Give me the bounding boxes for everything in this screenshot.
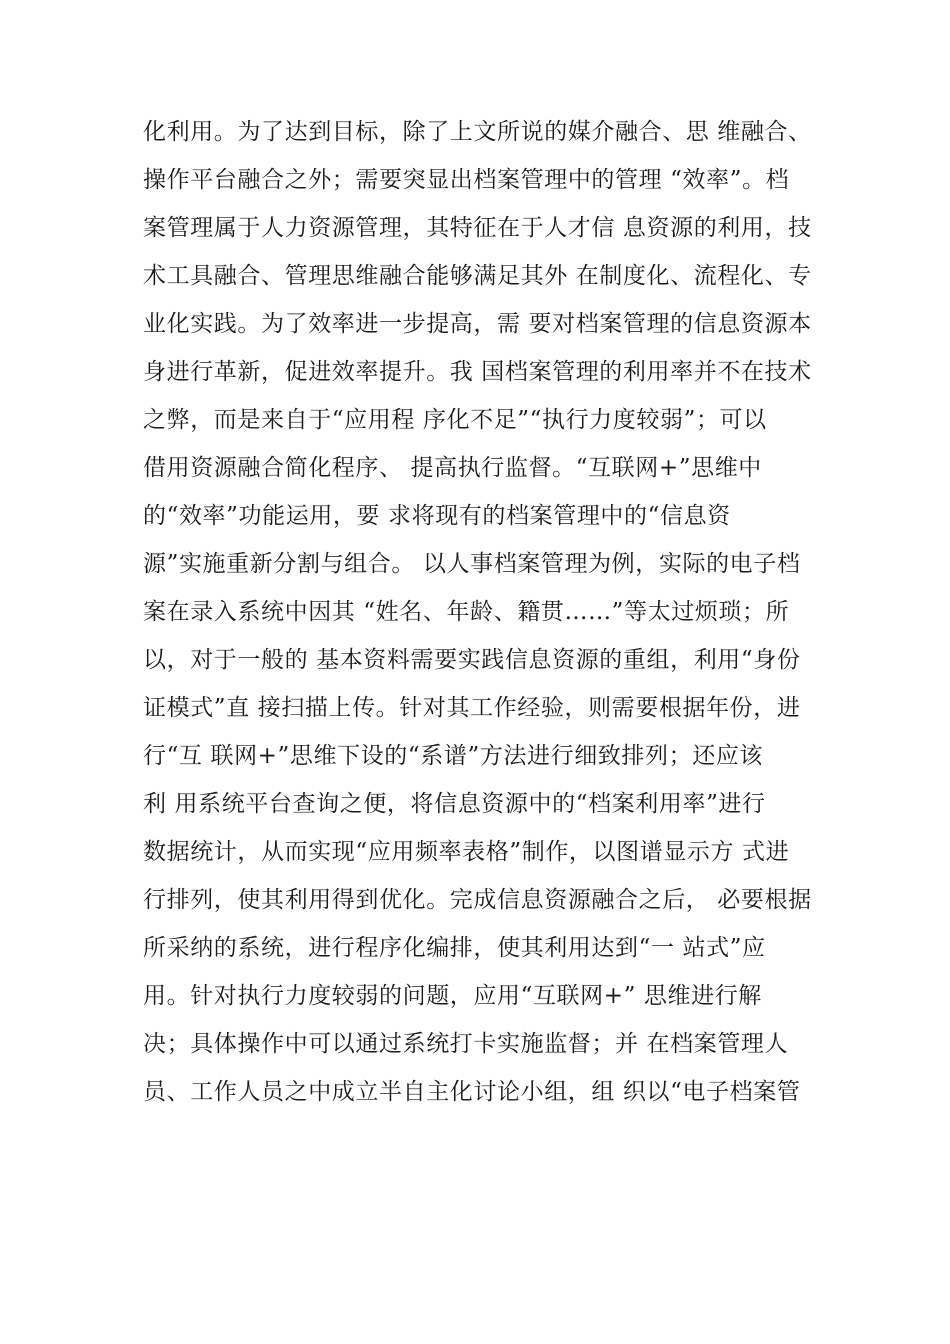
text-line: 借用资源融合简化程序、 提高执行监督。“互联网+”思维中 — [143, 455, 762, 481]
text-line: 案在录入系统中因其 “姓名、年龄、籍贯……”等太过烦琐；所 — [143, 599, 790, 625]
text-line: 源”实施重新分割与组合。 以人事档案管理为例，实际的电子档 — [143, 551, 801, 577]
text-line: 身进行革新，促进效率提升。我 国档案管理的利用率并不在技术 — [143, 359, 812, 385]
text-line: 行排列，使其利用得到优化。完成信息资源融合之后， 必要根据 — [143, 887, 812, 913]
text-line: 所采纳的系统，进行程序化编排，使其利用达到“一 站式”应 — [143, 935, 766, 961]
text-line: 案管理属于人力资源管理，其特征在于人才信 息资源的利用，技 — [143, 215, 812, 241]
text-line: 操作平台融合之外；需要突显出档案管理中的管理 “效率”。档 — [143, 167, 790, 193]
text-line: 证模式”直 接扫描上传。针对其工作经验，则需要根据年份，进 — [143, 695, 801, 721]
text-line: 员、工作人员之中成立半自主化讨论小组，组 织以“电子档案管 — [143, 1079, 801, 1105]
text-line: 数据统计，从而实现“应用频率表格”制作，以图谱显示方 式进 — [143, 839, 790, 865]
text-line: 利 用系统平台查询之便，将信息资源中的“档案利用率”进行 — [143, 791, 766, 817]
text-line: 业化实践。为了效率进一步提高，需 要对档案管理的信息资源本 — [143, 311, 812, 337]
text-line: 术工具融合、管理思维融合能够满足其外 在制度化、流程化、专 — [143, 263, 812, 289]
text-line: 决；具体操作中可以通过系统打卡实施监督；并 在档案管理人 — [143, 1031, 789, 1057]
text-line: 之弊，而是来自于“应用程 序化不足”“执行力度较弱”；可以 — [143, 407, 767, 433]
text-line: 以，对于一般的 基本资料需要实践信息资源的重组，利用“身份 — [143, 647, 801, 673]
text-line: 行“互 联网+”思维下设的“系谱”方法进行细致排列；还应该 — [143, 743, 764, 769]
body-text — [143, 108, 823, 1116]
text-line: 的“效率”功能运用，要 求将现有的档案管理中的“信息资 — [143, 503, 731, 529]
text-line: 化利用。为了达到目标，除了上文所说的媒介融合、思 维融合、 — [143, 119, 812, 145]
text-line: 用。针对执行力度较弱的问题，应用“互联网+” 思维进行解 — [143, 983, 762, 1009]
